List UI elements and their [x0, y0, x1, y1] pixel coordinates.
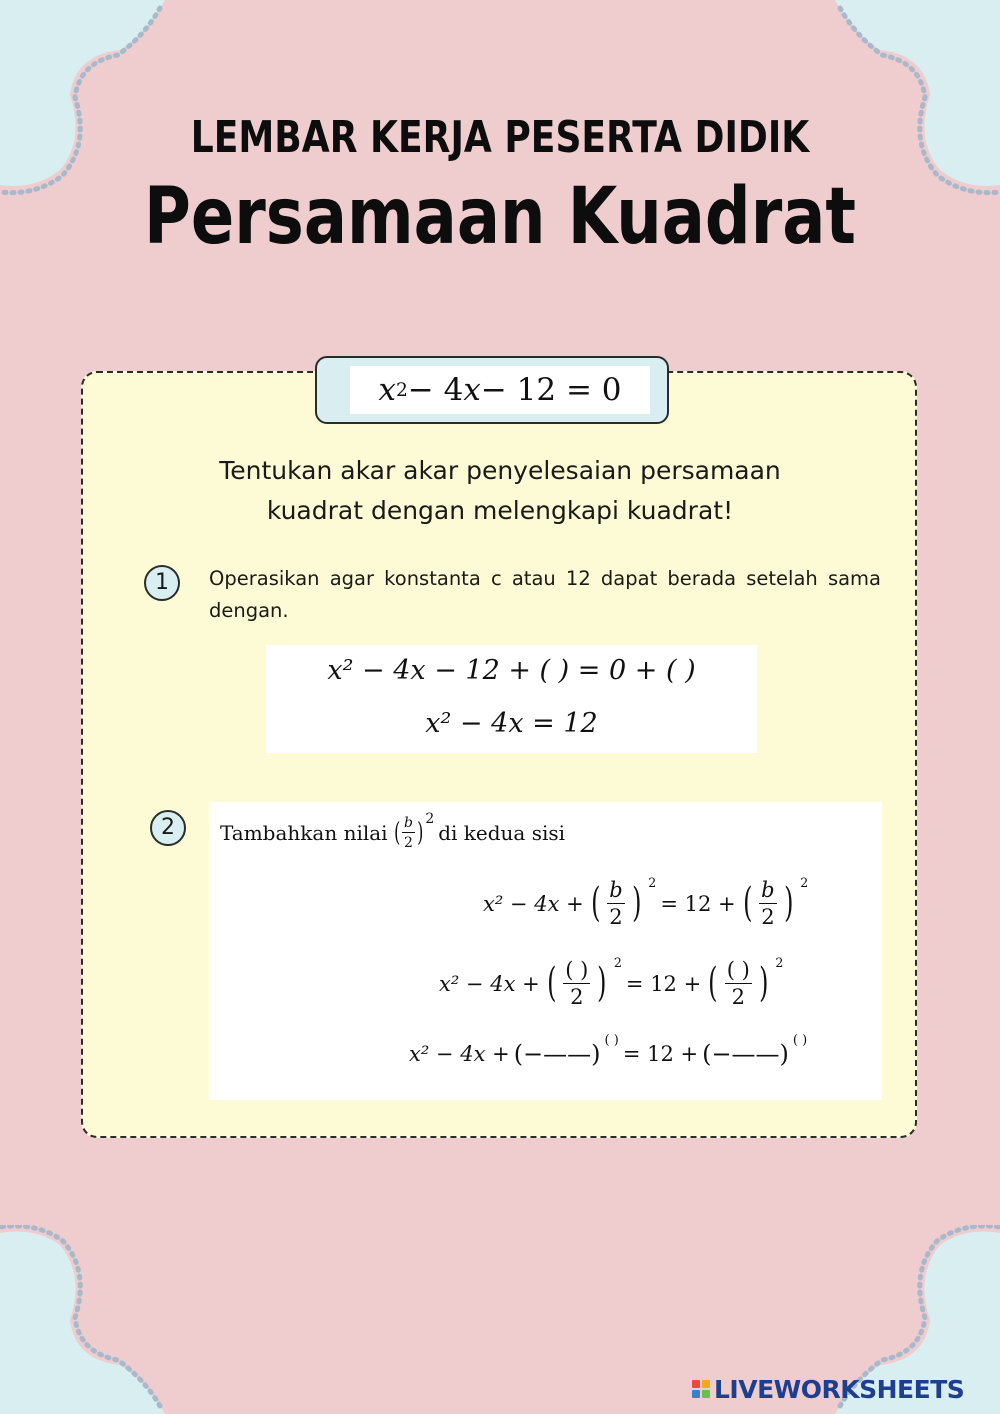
frac-den: 2 [609, 905, 623, 929]
row-3-left: x² − 4x + [409, 1042, 510, 1066]
frac-den: 2 [570, 985, 584, 1009]
paren: ) [758, 960, 769, 1007]
frac-blank-num: ( ) [726, 958, 750, 982]
frac-den: 2 [731, 985, 745, 1009]
step-1-badge: 1 [144, 565, 180, 601]
liveworksheets-logo[interactable] [692, 1374, 964, 1404]
step-1-equation-box [266, 645, 757, 753]
eq-tail: − 12 = 0 [480, 372, 622, 408]
frac-power: 2 [613, 954, 622, 970]
frac-power: 2 [800, 874, 809, 890]
frac-blank-num: ( ) [565, 958, 589, 982]
row-3-inner: (−——) [702, 1040, 789, 1068]
corner-decoration-top-right [825, 0, 1000, 200]
row-3-power: ( ) [604, 1032, 619, 1048]
eq-var-2: x [463, 372, 481, 408]
frac-power: 2 [425, 811, 435, 827]
step-2-row-2 [439, 954, 784, 1009]
frac-num: b [403, 815, 413, 831]
frac-num: b [761, 878, 775, 902]
logo-icon [692, 1380, 710, 1398]
row-1-mid: = 12 + [660, 892, 736, 916]
step-2-row-3 [409, 1032, 808, 1068]
step-2-row-1 [483, 874, 809, 929]
row-2-left: x² − 4x + [439, 972, 540, 996]
eq-exp: 2 [395, 379, 408, 401]
eq-var: x [378, 372, 396, 408]
main-equation [350, 366, 650, 414]
eq-rest: − 4 [407, 372, 464, 408]
row-2-mid: = 12 + [625, 972, 702, 996]
paren: ( [708, 960, 718, 1007]
worksheet-title: Persamaan Kuadrat [143, 172, 856, 262]
worksheet-subtitle: LEMBAR KERJA PESERTA DIDIK [190, 112, 810, 163]
frac-num: b [609, 878, 623, 902]
equation-tab [315, 356, 669, 424]
paren: ( [590, 880, 601, 927]
paren: ( [742, 880, 753, 927]
paren: ) [417, 816, 424, 848]
row-1-left: x² − 4x + [483, 892, 584, 916]
step-1-line-2: x² − 4x = 12 [425, 708, 598, 739]
step-1-text: Operasikan agar konstanta c atau 12 dapat berada setelah sama dengan. [209, 567, 881, 622]
paren: ) [631, 880, 642, 927]
corner-decoration-bottom-left [0, 1225, 175, 1414]
brand-text: LIVEWORKSHEETS [714, 1374, 965, 1404]
step-1-line-1: x² − 4x − 12 + ( ) = 0 + ( ) [327, 655, 696, 686]
instruction-line-1: Tentukan akar akar penyelesaian persamaan [219, 456, 781, 485]
frac-power: 2 [775, 954, 784, 970]
paren: ) [597, 960, 607, 1007]
frac-den: 2 [761, 905, 775, 929]
step-2-intro [220, 811, 566, 851]
row-3-inner: (−——) [513, 1040, 601, 1068]
instruction-line-2: kuadrat dengan melengkapi kuadrat! [266, 496, 734, 525]
step-2-intro-before: Tambahkan nilai [220, 821, 388, 845]
paren: ( [393, 816, 400, 848]
row-3-mid: = 12 + [622, 1042, 699, 1066]
row-3-power: ( ) [792, 1032, 808, 1048]
instruction-text [120, 451, 880, 531]
step-2-equation-box [209, 802, 882, 1100]
paren: ) [783, 880, 794, 927]
corner-decoration-top-left [0, 0, 175, 200]
frac-den: 2 [403, 835, 413, 851]
step-2-intro-after: di kedua sisi [438, 821, 566, 845]
paren: ( [546, 960, 557, 1007]
frac-power: 2 [648, 874, 657, 890]
step-2-badge: 2 [150, 810, 186, 846]
